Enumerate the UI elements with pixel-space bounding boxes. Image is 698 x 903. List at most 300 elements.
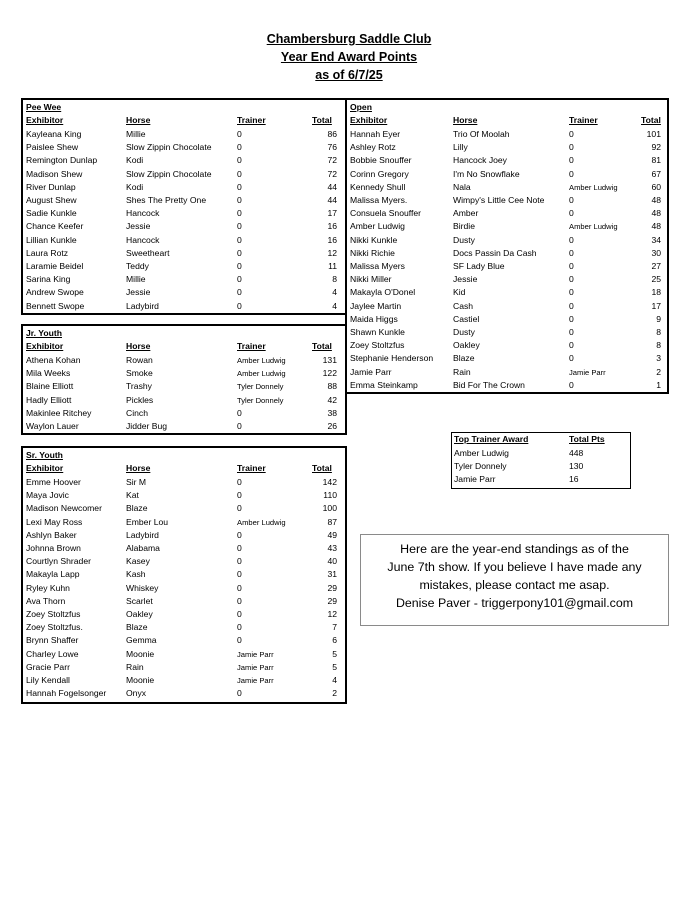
table-row [23, 168, 345, 181]
trainer-cell: Amber Ludwig [237, 369, 286, 379]
title-line-3: as of 6/7/25 [315, 68, 383, 82]
exhibitor-cell: Bobbie Snouffer [350, 155, 412, 166]
section-label: Jr. Youth [26, 328, 62, 338]
section-label: Pee Wee [26, 102, 62, 112]
total-cell: 31 [327, 569, 337, 580]
total-cell: 48 [651, 195, 661, 205]
total-cell: 67 [651, 168, 661, 179]
horse-cell: Shes The Pretty One [126, 195, 207, 205]
total-cell: 44 [327, 181, 337, 192]
exhibitor-cell: Madison Shew [26, 168, 83, 179]
exhibitor-cell: Stephanie Henderson [350, 353, 434, 364]
total-cell: 49 [327, 529, 337, 540]
table-row [347, 168, 667, 181]
horse-cell: Scarlet [126, 595, 153, 606]
table-row [452, 447, 630, 460]
total-cell: 8 [656, 340, 661, 351]
exhibitor-cell: Amber Ludwig [350, 221, 405, 232]
horse-cell: Rain [126, 661, 144, 672]
table-row [23, 542, 345, 555]
exhibitor-cell: Consuela Snouffer [350, 208, 422, 219]
table-row [347, 300, 667, 313]
header-exhibitor: Exhibitor [26, 115, 64, 125]
total-cell: 2 [656, 366, 661, 377]
horse-cell: Kodi [126, 181, 144, 192]
top-trainer-table [451, 432, 631, 489]
trainer-cell: 0 [569, 208, 574, 219]
table-row [23, 555, 345, 568]
horse-cell: Dusty [453, 327, 475, 337]
total-cell: 81 [651, 155, 661, 166]
exhibitor-cell: Emma Steinkamp [350, 379, 418, 390]
table-row [23, 300, 345, 313]
table-row [23, 608, 345, 621]
table-row [23, 621, 345, 634]
pee-wee-table [21, 98, 347, 315]
horse-cell: Trashy [126, 381, 152, 392]
table-row [347, 220, 667, 233]
horse-cell: Cash [453, 300, 474, 311]
table-row [452, 460, 630, 473]
sr-youth-table [21, 446, 347, 704]
total-cell: 86 [327, 129, 337, 139]
header-trainer: Trainer [237, 463, 266, 473]
horse-cell: Jessie [453, 274, 478, 285]
horse-cell: Wimpy's Little Cee Note [453, 195, 545, 205]
horse-cell: Cinch [126, 407, 148, 418]
trainer-cell: Jamie Parr [237, 676, 274, 685]
exhibitor-cell: Jamie Parr [350, 366, 392, 377]
exhibitor-cell: Emme Hoover [26, 477, 81, 487]
trainer-cell: 0 [237, 477, 242, 487]
table-row [347, 207, 667, 220]
exhibitor-cell: Zoey Stoltzfus [26, 609, 81, 619]
table-row [23, 489, 345, 502]
table-row [347, 128, 667, 141]
table-row [23, 582, 345, 595]
total-cell: 11 [328, 261, 337, 271]
horse-cell: Birdie [453, 221, 475, 232]
exhibitor-cell: Laramie Beidel [26, 261, 84, 271]
exhibitor-cell: Paislee Shew [26, 142, 79, 153]
trainer-cell: 0 [237, 490, 242, 501]
trainer-name: Tyler Donnely [454, 461, 507, 472]
header-total: Total [641, 115, 661, 125]
total-cell: 92 [651, 142, 661, 153]
total-cell: 110 [323, 490, 337, 501]
exhibitor-cell: Corinn Gregory [350, 168, 409, 179]
exhibitor-cell: Shawn Kunkle [350, 327, 405, 337]
total-cell: 16 [327, 221, 337, 232]
total-cell: 122 [322, 368, 337, 379]
horse-cell: Bid For The Crown [453, 379, 525, 390]
exhibitor-cell: Malissa Myers [350, 261, 405, 271]
trainer-cell: 0 [237, 622, 242, 633]
trainer-cell: 0 [237, 300, 242, 311]
table-row [23, 661, 345, 674]
header-row [23, 340, 345, 353]
exhibitor-cell: Nikki Miller [350, 274, 392, 285]
title-line-2: Year End Award Points [280, 50, 418, 64]
table-row [23, 141, 345, 154]
exhibitor-cell: Athena Kohan [26, 355, 81, 365]
total-cell: 72 [327, 155, 337, 166]
total-cell: 4 [332, 287, 337, 298]
trainer-cell: 0 [569, 195, 574, 205]
trainer-cell: 0 [237, 221, 242, 232]
trainer-cell: 0 [237, 595, 242, 606]
total-cell: 27 [651, 261, 661, 271]
table-row [23, 516, 345, 529]
total-cell: 17 [651, 300, 661, 311]
header-trainer: Trainer [237, 341, 266, 351]
trainer-cell: Jamie Parr [237, 662, 274, 672]
title-line-1: Chambersburg Saddle Club [266, 32, 432, 46]
table-row [23, 128, 345, 141]
trainer-cell: 0 [569, 168, 574, 179]
horse-cell: Blaze [453, 353, 475, 364]
horse-cell: Amber [453, 208, 479, 219]
trainer-cell: 0 [569, 287, 574, 298]
total-cell: 48 [651, 208, 661, 219]
total-cell: 29 [327, 595, 337, 606]
horse-cell: Castiel [453, 313, 480, 324]
total-cell: 34 [651, 234, 661, 245]
exhibitor-cell: Courtlyn Shrader [26, 556, 91, 567]
total-cell: 3 [656, 353, 661, 364]
exhibitor-cell: Chance Keefer [26, 221, 84, 232]
table-row [347, 379, 667, 392]
table-row [23, 476, 345, 489]
horse-cell: Slow Zippin Chocolate [126, 168, 212, 179]
note-line-2: June 7th show. If you believe I have made any [387, 560, 642, 574]
exhibitor-cell: Hannah Fogelsonger [26, 688, 107, 699]
exhibitor-cell: Lillian Kunkle [26, 234, 77, 245]
trainer-cell: 0 [569, 129, 574, 139]
section-label: Open [350, 102, 372, 112]
trainer-cell: 0 [237, 543, 242, 553]
exhibitor-cell: Malissa Myers. [350, 195, 408, 205]
header-exhibitor: Exhibitor [26, 341, 64, 351]
trainer-cell: 0 [237, 181, 242, 192]
table-row [23, 687, 345, 700]
trainer-cell: 0 [569, 247, 574, 258]
horse-cell: Jessie [126, 221, 151, 232]
exhibitor-cell: Maya Jovic [26, 490, 69, 501]
trainer-cell: 0 [237, 247, 242, 258]
standings-note [360, 534, 669, 626]
horse-cell: Jidder Bug [126, 421, 168, 431]
trainer-cell: 0 [569, 313, 574, 324]
trainer-cell: 0 [237, 274, 242, 285]
total-cell: 60 [651, 181, 661, 192]
horse-cell: Millie [126, 274, 146, 285]
table-row [347, 339, 667, 352]
table-row [23, 380, 345, 393]
trainer-cell: 0 [237, 688, 242, 699]
exhibitor-cell: Gracie Parr [26, 661, 70, 672]
header-total: Total [312, 115, 332, 125]
horse-cell: Teddy [126, 261, 149, 271]
exhibitor-cell: Ashley Rotz [350, 142, 396, 153]
header-trainer: Trainer [237, 115, 266, 125]
table-row [23, 234, 345, 247]
table-row [23, 207, 345, 220]
horse-cell: Trio Of Moolah [453, 129, 510, 139]
note-line-3: mistakes, please contact me asap. [419, 578, 610, 592]
total-cell: 6 [332, 635, 337, 646]
header-exhibitor: Exhibitor [26, 463, 64, 473]
table-row [23, 286, 345, 299]
exhibitor-cell: Hannah Eyer [350, 129, 401, 139]
exhibitor-cell: Ava Thorn [26, 595, 66, 606]
total-cell: 9 [656, 313, 661, 324]
trainer-cell: Amber Ludwig [569, 182, 618, 192]
total-cell: 5 [332, 648, 337, 659]
exhibitor-cell: Ryley Kuhn [26, 582, 70, 593]
header-exhibitor: Exhibitor [350, 115, 388, 125]
table-row [347, 352, 667, 365]
header-horse: Horse [453, 115, 478, 125]
horse-cell: Whiskey [126, 582, 159, 593]
horse-cell: Moonie [126, 648, 155, 659]
total-cell: 12 [327, 609, 337, 619]
trainer-name: Amber Ludwig [454, 448, 509, 458]
horse-cell: Pickles [126, 394, 154, 405]
exhibitor-cell: Lexi May Ross [26, 516, 83, 527]
trainer-cell: 0 [237, 168, 242, 179]
trainer-points: 16 [569, 474, 579, 485]
horse-cell: Hancock Joey [453, 155, 507, 166]
trainer-cell: Jamie Parr [237, 649, 274, 659]
table-row [23, 181, 345, 194]
trainer-cell: Tyler Donnely [237, 382, 284, 392]
trainer-cell: 0 [237, 129, 242, 139]
table-row [23, 260, 345, 273]
trainer-points: 448 [569, 448, 584, 458]
trainer-cell: 0 [237, 556, 242, 567]
total-cell: 18 [651, 287, 661, 298]
exhibitor-cell: Makayla Lapp [26, 569, 80, 580]
header-total-pts: Total Pts [569, 434, 605, 444]
header-total: Total [312, 341, 332, 351]
table-row [23, 595, 345, 608]
header-total: Total [312, 463, 332, 473]
horse-cell: Oakley [126, 609, 153, 619]
trainer-cell: 0 [237, 407, 242, 418]
trainer-cell: 0 [237, 261, 242, 271]
total-cell: 4 [332, 675, 337, 685]
total-cell: 7 [332, 622, 337, 633]
section-label: Sr. Youth [26, 450, 63, 460]
table-row [347, 366, 667, 379]
header-trainer-award: Top Trainer Award [454, 434, 529, 444]
header-row [347, 114, 667, 127]
horse-cell: Onyx [126, 688, 147, 699]
horse-cell: Hancock [126, 208, 160, 219]
table-row [23, 273, 345, 286]
exhibitor-cell: Madison Newcomer [26, 503, 102, 514]
trainer-cell: Amber Ludwig [237, 356, 286, 365]
table-row [347, 154, 667, 167]
table-row [347, 247, 667, 260]
table-row [347, 326, 667, 339]
trainer-name: Jamie Parr [454, 474, 496, 485]
total-cell: 131 [322, 355, 337, 365]
exhibitor-cell: Nikki Kunkle [350, 234, 398, 245]
horse-cell: Alabama [126, 543, 160, 553]
table-row [347, 181, 667, 194]
table-row [23, 247, 345, 260]
exhibitor-cell: Andrew Swope [26, 287, 84, 298]
total-cell: 88 [327, 381, 337, 392]
total-cell: 8 [656, 327, 661, 337]
exhibitor-cell: Makayla O'Donel [350, 287, 416, 298]
exhibitor-cell: Kayleana King [26, 129, 82, 139]
trainer-cell: 0 [569, 300, 574, 311]
exhibitor-cell: Makinlee Ritchey [26, 407, 92, 418]
horse-cell: Ember Lou [126, 516, 169, 527]
total-cell: 44 [327, 195, 337, 205]
trainer-cell: 0 [237, 582, 242, 593]
horse-cell: Slow Zippin Chocolate [126, 142, 212, 153]
table-row [23, 529, 345, 542]
table-row [23, 194, 345, 207]
total-cell: 43 [327, 543, 337, 553]
trainer-cell: 0 [569, 340, 574, 351]
exhibitor-cell: Bennett Swope [26, 300, 85, 311]
exhibitor-cell: Kennedy Shull [350, 181, 406, 192]
header-row [452, 433, 630, 446]
horse-cell: Sir M [126, 477, 147, 487]
exhibitor-cell: Nikki Richie [350, 247, 395, 258]
trainer-cell: 0 [237, 503, 242, 514]
total-cell: 38 [327, 407, 337, 418]
trainer-cell: 0 [237, 208, 242, 219]
trainer-cell: 0 [237, 529, 242, 540]
exhibitor-cell: Maida Higgs [350, 313, 398, 324]
trainer-cell: Amber Ludwig [569, 222, 618, 232]
table-row [347, 194, 667, 207]
table-row [452, 473, 630, 486]
horse-cell: Sweetheart [126, 247, 170, 258]
total-cell: 30 [651, 247, 661, 258]
table-row [23, 394, 345, 407]
trainer-cell: 0 [237, 287, 242, 298]
horse-cell: Kasey [126, 556, 150, 567]
total-cell: 1 [656, 379, 661, 390]
trainer-cell: 0 [569, 353, 574, 364]
exhibitor-cell: Lily Kendall [26, 675, 70, 685]
exhibitor-cell: Charley Lowe [26, 648, 79, 659]
exhibitor-cell: Johnna Brown [26, 543, 81, 553]
trainer-cell: 0 [569, 142, 574, 153]
table-row [23, 154, 345, 167]
total-cell: 76 [327, 142, 337, 153]
trainer-cell: 0 [569, 379, 574, 390]
table-row [23, 568, 345, 581]
horse-cell: Kash [126, 569, 146, 580]
total-cell: 12 [327, 247, 337, 258]
trainer-cell: 0 [569, 327, 574, 337]
trainer-cell: 0 [237, 195, 242, 205]
table-row [23, 367, 345, 380]
horse-cell: I'm No Snowflake [453, 168, 520, 179]
exhibitor-cell: Sarina King [26, 274, 71, 285]
table-row [347, 313, 667, 326]
total-cell: 87 [327, 516, 337, 527]
horse-cell: Blaze [126, 622, 148, 633]
horse-cell: Rain [453, 366, 471, 377]
trainer-cell: 0 [569, 261, 574, 271]
horse-cell: Kid [453, 287, 466, 298]
exhibitor-cell: Brynn Shaffer [26, 635, 79, 646]
table-row [347, 141, 667, 154]
total-cell: 17 [327, 208, 337, 219]
table-row [347, 234, 667, 247]
exhibitor-cell: Waylon Lauer [26, 421, 79, 431]
header-horse: Horse [126, 115, 151, 125]
horse-cell: Hancock [126, 234, 160, 245]
total-cell: 42 [327, 394, 337, 405]
open-table [345, 98, 669, 394]
table-row [23, 502, 345, 515]
exhibitor-cell: Remington Dunlap [26, 155, 98, 166]
note-line-1: Here are the year-end standings as of the [400, 542, 629, 556]
exhibitor-cell: Jaylee Martin [350, 300, 402, 311]
horse-cell: SF Lady Blue [453, 261, 505, 271]
total-cell: 29 [327, 582, 337, 593]
trainer-cell: Amber Ludwig [237, 517, 286, 527]
table-row [23, 674, 345, 687]
horse-cell: Kat [126, 490, 139, 501]
horse-cell: Kodi [126, 155, 144, 166]
exhibitor-cell: Sadie Kunkle [26, 208, 77, 219]
table-row [23, 220, 345, 233]
total-cell: 16 [327, 234, 337, 245]
total-cell: 4 [332, 300, 337, 311]
horse-cell: Smoke [126, 368, 153, 379]
trainer-cell: 0 [237, 142, 242, 153]
horse-cell: Jessie [126, 287, 151, 298]
total-cell: 8 [332, 274, 337, 285]
exhibitor-cell: Ashlyn Baker [26, 529, 77, 540]
table-row [23, 634, 345, 647]
total-cell: 101 [646, 129, 661, 139]
table-row [23, 420, 345, 433]
horse-cell: Ladybird [126, 300, 159, 311]
header-horse: Horse [126, 463, 151, 473]
horse-cell: Docs Passin Da Cash [453, 247, 537, 258]
note-line-4: Denise Paver - triggerpony101@gmail.com [395, 596, 634, 610]
jr-youth-table [21, 324, 347, 435]
total-cell: 5 [332, 661, 337, 672]
total-cell: 2 [332, 688, 337, 699]
exhibitor-cell: Zoey Stoltzfus. [26, 622, 83, 633]
table-row [347, 273, 667, 286]
horse-cell: Dusty [453, 234, 475, 245]
header-trainer: Trainer [569, 115, 598, 125]
table-row [347, 286, 667, 299]
header-row [23, 462, 345, 475]
table-row [23, 407, 345, 420]
total-cell: 72 [327, 168, 337, 179]
exhibitor-cell: River Dunlap [26, 181, 76, 192]
trainer-cell: 0 [237, 569, 242, 580]
trainer-cell: 0 [237, 635, 242, 646]
trainer-cell: 0 [237, 155, 242, 166]
total-cell: 142 [322, 477, 337, 487]
